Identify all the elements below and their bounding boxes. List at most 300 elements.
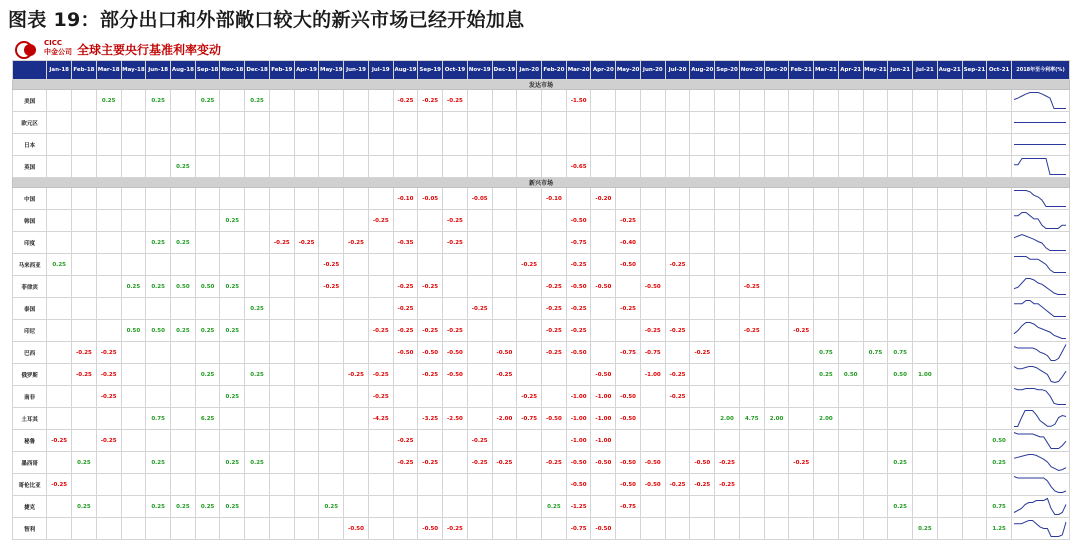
rate-change-cell: -0.25 bbox=[542, 452, 567, 474]
rate-change-cell bbox=[913, 430, 938, 452]
rate-change-cell bbox=[690, 90, 715, 112]
rate-change-cell bbox=[47, 496, 72, 518]
rate-change-cell bbox=[739, 518, 764, 540]
rate-change-cell bbox=[789, 210, 814, 232]
rate-change-cell bbox=[121, 112, 146, 134]
rate-change-cell bbox=[962, 408, 987, 430]
rate-change-cell bbox=[789, 496, 814, 518]
rate-trend-sparkline bbox=[1011, 518, 1069, 540]
rate-change-cell bbox=[665, 518, 690, 540]
rate-change-cell bbox=[393, 156, 418, 178]
rate-change-cell bbox=[269, 90, 294, 112]
rate-change-cell bbox=[640, 408, 665, 430]
rate-change-cell bbox=[319, 90, 344, 112]
rate-change-cell bbox=[937, 156, 962, 178]
rate-change-cell bbox=[517, 298, 542, 320]
rate-change-cell bbox=[542, 474, 567, 496]
rate-change-cell bbox=[146, 364, 171, 386]
rate-change-cell bbox=[72, 276, 97, 298]
rate-change-cell bbox=[789, 386, 814, 408]
rate-change-cell bbox=[913, 386, 938, 408]
rate-change-cell: -0.25 bbox=[517, 254, 542, 276]
rate-change-cell: -0.50 bbox=[566, 452, 591, 474]
rate-change-cell: -0.25 bbox=[443, 90, 468, 112]
rate-change-cell bbox=[616, 134, 641, 156]
month-header: May-21 bbox=[863, 61, 888, 80]
rate-change-cell: -0.25 bbox=[443, 232, 468, 254]
rate-change-cell: -0.25 bbox=[715, 474, 740, 496]
rate-change-cell bbox=[220, 430, 245, 452]
rate-change-cell bbox=[814, 320, 839, 342]
rate-change-cell bbox=[319, 474, 344, 496]
rate-change-cell bbox=[121, 474, 146, 496]
rate-change-cell: 2.00 bbox=[715, 408, 740, 430]
rate-change-cell bbox=[492, 474, 517, 496]
rate-change-cell bbox=[542, 156, 567, 178]
rate-change-cell: 0.25 bbox=[888, 496, 913, 518]
rate-change-cell bbox=[814, 254, 839, 276]
rate-change-cell bbox=[195, 342, 220, 364]
rate-change-cell: -0.25 bbox=[665, 474, 690, 496]
rate-change-cell bbox=[987, 474, 1012, 496]
rate-change-cell: -2.50 bbox=[443, 408, 468, 430]
rate-change-cell bbox=[72, 254, 97, 276]
rate-change-cell bbox=[665, 210, 690, 232]
rate-change-cell bbox=[764, 232, 789, 254]
country-row bbox=[13, 408, 1070, 430]
rate-change-cell bbox=[937, 254, 962, 276]
rate-change-cell bbox=[715, 90, 740, 112]
sparkline-line bbox=[1014, 499, 1066, 515]
rate-change-cell bbox=[72, 386, 97, 408]
rate-change-cell bbox=[690, 386, 715, 408]
rate-change-cell bbox=[665, 188, 690, 210]
rate-change-cell: -0.05 bbox=[418, 188, 443, 210]
rate-change-cell bbox=[467, 276, 492, 298]
rate-change-cell: 0.25 bbox=[220, 452, 245, 474]
rate-change-cell bbox=[220, 342, 245, 364]
rate-change-cell: -0.25 bbox=[96, 430, 121, 452]
rate-change-cell: 0.25 bbox=[888, 452, 913, 474]
rate-change-cell bbox=[121, 188, 146, 210]
rate-change-cell bbox=[566, 134, 591, 156]
rate-change-cell bbox=[640, 518, 665, 540]
sparkline-chart bbox=[1012, 232, 1068, 253]
rate-change-cell bbox=[171, 474, 196, 496]
rate-change-cell bbox=[690, 156, 715, 178]
rate-change-cell bbox=[640, 90, 665, 112]
rate-change-cell bbox=[764, 112, 789, 134]
rate-change-cell bbox=[591, 90, 616, 112]
rate-change-cell: -0.05 bbox=[467, 188, 492, 210]
rate-change-cell bbox=[863, 156, 888, 178]
rate-change-cell bbox=[913, 112, 938, 134]
rate-change-cell bbox=[739, 210, 764, 232]
rate-change-cell bbox=[739, 342, 764, 364]
rate-change-cell bbox=[146, 298, 171, 320]
rate-change-cell: -0.25 bbox=[517, 386, 542, 408]
rate-change-cell bbox=[814, 210, 839, 232]
rate-change-cell: -0.25 bbox=[739, 320, 764, 342]
country-row bbox=[13, 386, 1070, 408]
sparkline-chart bbox=[1012, 320, 1068, 341]
rate-change-cell bbox=[764, 320, 789, 342]
rate-change-cell bbox=[863, 452, 888, 474]
rate-change-cell bbox=[591, 156, 616, 178]
rate-change-cell: -0.25 bbox=[739, 276, 764, 298]
rate-change-cell bbox=[616, 518, 641, 540]
rate-change-cell bbox=[838, 156, 863, 178]
rate-change-cell bbox=[962, 474, 987, 496]
rate-change-cell bbox=[764, 452, 789, 474]
rate-change-cell bbox=[294, 430, 319, 452]
country-row bbox=[13, 134, 1070, 156]
sparkline-line bbox=[1014, 191, 1066, 207]
rate-change-cell: -0.25 bbox=[690, 342, 715, 364]
rate-change-cell bbox=[319, 298, 344, 320]
rate-change-cell bbox=[566, 188, 591, 210]
rate-change-cell: -0.25 bbox=[393, 276, 418, 298]
rate-change-cell bbox=[962, 342, 987, 364]
rate-change-cell: -0.50 bbox=[443, 364, 468, 386]
rate-change-cell bbox=[542, 210, 567, 232]
rate-change-cell bbox=[393, 210, 418, 232]
rate-change-cell bbox=[443, 474, 468, 496]
rate-change-cell bbox=[739, 386, 764, 408]
rate-change-cell: 0.25 bbox=[171, 156, 196, 178]
rate-trend-sparkline bbox=[1011, 408, 1069, 430]
rate-change-cell bbox=[195, 210, 220, 232]
rate-change-cell bbox=[665, 298, 690, 320]
rate-change-cell: -0.25 bbox=[393, 298, 418, 320]
rate-change-cell bbox=[245, 112, 270, 134]
rate-change-cell bbox=[517, 156, 542, 178]
rate-change-cell bbox=[665, 90, 690, 112]
rate-change-cell bbox=[319, 112, 344, 134]
rate-change-cell bbox=[294, 156, 319, 178]
rate-change-cell bbox=[269, 210, 294, 232]
rate-change-cell bbox=[171, 518, 196, 540]
rate-change-cell bbox=[467, 496, 492, 518]
rate-change-cell bbox=[814, 474, 839, 496]
rate-change-cell bbox=[467, 474, 492, 496]
rate-change-cell bbox=[517, 474, 542, 496]
rate-change-cell bbox=[319, 342, 344, 364]
country-name: 巴西 bbox=[13, 342, 47, 364]
month-header: Jan-18 bbox=[47, 61, 72, 80]
rate-change-cell bbox=[245, 474, 270, 496]
rate-change-cell: 0.25 bbox=[195, 320, 220, 342]
month-header: Dec-18 bbox=[245, 61, 270, 80]
rate-change-cell bbox=[146, 254, 171, 276]
rate-change-cell bbox=[962, 298, 987, 320]
rate-change-cell bbox=[121, 364, 146, 386]
rate-change-cell bbox=[195, 112, 220, 134]
rate-change-cell bbox=[838, 430, 863, 452]
rate-change-cell bbox=[245, 276, 270, 298]
rate-change-cell bbox=[715, 518, 740, 540]
country-row bbox=[13, 320, 1070, 342]
rate-change-cell bbox=[962, 134, 987, 156]
rate-change-cell bbox=[269, 156, 294, 178]
rate-change-cell bbox=[245, 408, 270, 430]
rate-change-cell bbox=[542, 386, 567, 408]
rate-change-cell bbox=[739, 156, 764, 178]
month-header: Jul-19 bbox=[368, 61, 393, 80]
rate-change-cell: 2.00 bbox=[764, 408, 789, 430]
rate-change-cell bbox=[937, 232, 962, 254]
country-row bbox=[13, 90, 1070, 112]
rate-change-cell: -0.50 bbox=[616, 452, 641, 474]
rate-change-cell bbox=[937, 210, 962, 232]
rate-change-cell: -2.00 bbox=[492, 408, 517, 430]
rate-change-cell: 0.75 bbox=[888, 342, 913, 364]
rate-change-cell bbox=[47, 134, 72, 156]
rate-change-cell bbox=[715, 298, 740, 320]
rate-change-cell bbox=[443, 276, 468, 298]
rate-change-cell bbox=[319, 134, 344, 156]
rate-change-cell bbox=[517, 430, 542, 452]
country-name: 英国 bbox=[13, 156, 47, 178]
rate-change-cell: -0.50 bbox=[591, 276, 616, 298]
rate-change-cell bbox=[863, 134, 888, 156]
rate-change-cell bbox=[443, 298, 468, 320]
rate-change-cell bbox=[72, 156, 97, 178]
month-header: Jun-20 bbox=[640, 61, 665, 80]
rate-change-cell bbox=[542, 364, 567, 386]
rate-change-cell bbox=[814, 298, 839, 320]
rate-change-cell bbox=[789, 188, 814, 210]
rate-change-cell bbox=[814, 386, 839, 408]
table-subtitle: 全球主要央行基准利率变动 bbox=[77, 43, 222, 57]
sparkline-chart bbox=[1012, 408, 1068, 429]
rate-change-cell bbox=[616, 112, 641, 134]
rate-change-cell bbox=[789, 134, 814, 156]
rate-change-cell: 0.25 bbox=[245, 364, 270, 386]
rate-change-cell bbox=[640, 112, 665, 134]
rate-change-cell bbox=[344, 430, 369, 452]
rate-change-cell bbox=[542, 430, 567, 452]
rate-change-cell: -0.25 bbox=[294, 232, 319, 254]
rate-change-cell bbox=[121, 156, 146, 178]
rate-change-cell bbox=[294, 90, 319, 112]
rate-change-cell bbox=[517, 452, 542, 474]
rate-trend-sparkline bbox=[1011, 342, 1069, 364]
rate-change-cell bbox=[863, 188, 888, 210]
rate-change-cell bbox=[47, 342, 72, 364]
rate-change-cell bbox=[72, 298, 97, 320]
rate-change-cell bbox=[368, 298, 393, 320]
rate-trend-sparkline bbox=[1011, 430, 1069, 452]
rate-change-cell bbox=[517, 320, 542, 342]
rate-change-cell bbox=[517, 342, 542, 364]
rate-change-cell bbox=[591, 496, 616, 518]
rate-change-cell bbox=[715, 496, 740, 518]
rate-change-cell bbox=[245, 156, 270, 178]
rate-change-cell bbox=[467, 342, 492, 364]
rate-change-cell bbox=[517, 210, 542, 232]
rate-change-cell: -0.25 bbox=[566, 298, 591, 320]
rate-change-cell bbox=[838, 452, 863, 474]
rate-change-cell: -0.25 bbox=[72, 364, 97, 386]
rate-change-cell: 0.25 bbox=[220, 276, 245, 298]
month-header: Sep-19 bbox=[418, 61, 443, 80]
rate-change-cell bbox=[171, 90, 196, 112]
rate-change-cell bbox=[393, 112, 418, 134]
rate-change-cell bbox=[715, 210, 740, 232]
rate-change-cell: -0.25 bbox=[542, 342, 567, 364]
rate-change-cell bbox=[492, 90, 517, 112]
rate-change-cell bbox=[220, 232, 245, 254]
rate-change-cell bbox=[566, 364, 591, 386]
rate-change-cell bbox=[690, 364, 715, 386]
rate-change-cell: 0.25 bbox=[121, 276, 146, 298]
rate-change-cell: -0.50 bbox=[640, 276, 665, 298]
rate-change-cell bbox=[245, 386, 270, 408]
rate-change-cell bbox=[319, 320, 344, 342]
rate-change-cell: 0.50 bbox=[146, 320, 171, 342]
rate-change-cell bbox=[492, 112, 517, 134]
rate-change-cell: 0.25 bbox=[47, 254, 72, 276]
rate-change-cell bbox=[591, 134, 616, 156]
rate-change-cell bbox=[863, 112, 888, 134]
country-name: 泰国 bbox=[13, 298, 47, 320]
rate-change-cell: -0.25 bbox=[47, 430, 72, 452]
rate-change-cell bbox=[838, 320, 863, 342]
rate-change-cell: -0.25 bbox=[492, 364, 517, 386]
rate-change-cell bbox=[838, 298, 863, 320]
rate-change-cell bbox=[987, 90, 1012, 112]
month-header: Aug-20 bbox=[690, 61, 715, 80]
rate-change-cell bbox=[418, 254, 443, 276]
rate-change-cell bbox=[146, 210, 171, 232]
rate-change-cell bbox=[294, 254, 319, 276]
rate-trend-sparkline bbox=[1011, 134, 1069, 156]
sparkline-line bbox=[1014, 279, 1066, 295]
rate-change-cell bbox=[838, 474, 863, 496]
rate-change-cell bbox=[96, 134, 121, 156]
rate-change-cell bbox=[171, 430, 196, 452]
rate-change-cell: -0.25 bbox=[566, 320, 591, 342]
rate-change-cell bbox=[492, 386, 517, 408]
month-header: May-20 bbox=[616, 61, 641, 80]
rate-change-cell: -0.25 bbox=[443, 518, 468, 540]
rate-change-cell bbox=[344, 134, 369, 156]
rate-change-cell bbox=[863, 232, 888, 254]
rate-change-cell bbox=[640, 188, 665, 210]
country-name: 美国 bbox=[13, 90, 47, 112]
rate-change-cell bbox=[591, 320, 616, 342]
rate-change-cell bbox=[467, 210, 492, 232]
rate-change-cell: -0.25 bbox=[542, 298, 567, 320]
rate-change-cell: 0.25 bbox=[146, 452, 171, 474]
rate-change-cell bbox=[294, 518, 319, 540]
rate-change-cell bbox=[344, 188, 369, 210]
rate-change-cell bbox=[171, 364, 196, 386]
sparkline-chart bbox=[1012, 474, 1068, 495]
rate-change-cell bbox=[344, 112, 369, 134]
rate-change-cell: 0.50 bbox=[987, 430, 1012, 452]
rate-change-cell bbox=[789, 298, 814, 320]
rate-change-cell bbox=[344, 298, 369, 320]
rate-change-cell: -0.25 bbox=[269, 232, 294, 254]
rate-change-cell: -1.00 bbox=[566, 386, 591, 408]
month-header: Jul-20 bbox=[665, 61, 690, 80]
rate-change-cell bbox=[789, 90, 814, 112]
rate-change-cell: -0.50 bbox=[591, 364, 616, 386]
rate-change-cell: -0.25 bbox=[690, 474, 715, 496]
rate-change-cell bbox=[368, 430, 393, 452]
rate-change-cell bbox=[517, 276, 542, 298]
rate-change-cell bbox=[764, 496, 789, 518]
rate-change-cell bbox=[789, 112, 814, 134]
rate-change-cell: 0.25 bbox=[171, 496, 196, 518]
rate-change-cell bbox=[171, 112, 196, 134]
rate-change-cell bbox=[344, 474, 369, 496]
rate-change-cell bbox=[294, 364, 319, 386]
sparkline-chart bbox=[1012, 518, 1068, 539]
rate-change-cell bbox=[96, 232, 121, 254]
rate-change-cell bbox=[171, 386, 196, 408]
rate-change-cell bbox=[294, 188, 319, 210]
rate-change-cell bbox=[47, 112, 72, 134]
rate-change-cell: 0.50 bbox=[121, 320, 146, 342]
rate-change-cell bbox=[764, 254, 789, 276]
rate-change-cell bbox=[368, 112, 393, 134]
rate-change-cell bbox=[195, 232, 220, 254]
rate-change-cell bbox=[690, 210, 715, 232]
rate-change-cell bbox=[814, 232, 839, 254]
rate-change-cell: -1.00 bbox=[591, 408, 616, 430]
rate-change-cell: 0.75 bbox=[987, 496, 1012, 518]
rate-change-cell bbox=[838, 90, 863, 112]
rate-change-cell bbox=[294, 342, 319, 364]
rate-change-cell: 0.25 bbox=[195, 364, 220, 386]
country-row bbox=[13, 276, 1070, 298]
rate-change-cell bbox=[715, 430, 740, 452]
rate-change-cell: -3.25 bbox=[418, 408, 443, 430]
rate-change-cell: -0.25 bbox=[418, 364, 443, 386]
rate-change-cell bbox=[467, 320, 492, 342]
rate-change-cell bbox=[616, 188, 641, 210]
rate-change-cell: 0.25 bbox=[195, 496, 220, 518]
rate-change-cell bbox=[96, 276, 121, 298]
rate-change-cell bbox=[443, 254, 468, 276]
sparkline-line bbox=[1014, 345, 1066, 361]
rate-change-cell bbox=[838, 112, 863, 134]
rate-change-cell: -0.25 bbox=[789, 452, 814, 474]
sparkline-line bbox=[1014, 301, 1066, 317]
rate-change-cell: 0.25 bbox=[913, 518, 938, 540]
country-name: 秘鲁 bbox=[13, 430, 47, 452]
rate-change-cell bbox=[96, 254, 121, 276]
rate-change-cell bbox=[492, 320, 517, 342]
rate-change-cell bbox=[121, 232, 146, 254]
rate-change-cell bbox=[863, 518, 888, 540]
rate-change-cell bbox=[814, 90, 839, 112]
rate-change-cell: -0.25 bbox=[467, 430, 492, 452]
rate-change-cell bbox=[913, 254, 938, 276]
month-header: Sep-18 bbox=[195, 61, 220, 80]
rate-change-cell: 0.50 bbox=[171, 276, 196, 298]
rate-change-cell bbox=[640, 496, 665, 518]
rate-change-cell bbox=[888, 232, 913, 254]
rate-change-cell: -0.10 bbox=[542, 188, 567, 210]
rate-change-cell: -0.75 bbox=[616, 342, 641, 364]
rate-change-cell bbox=[913, 276, 938, 298]
month-header: May-18 bbox=[121, 61, 146, 80]
rate-change-cell bbox=[591, 232, 616, 254]
